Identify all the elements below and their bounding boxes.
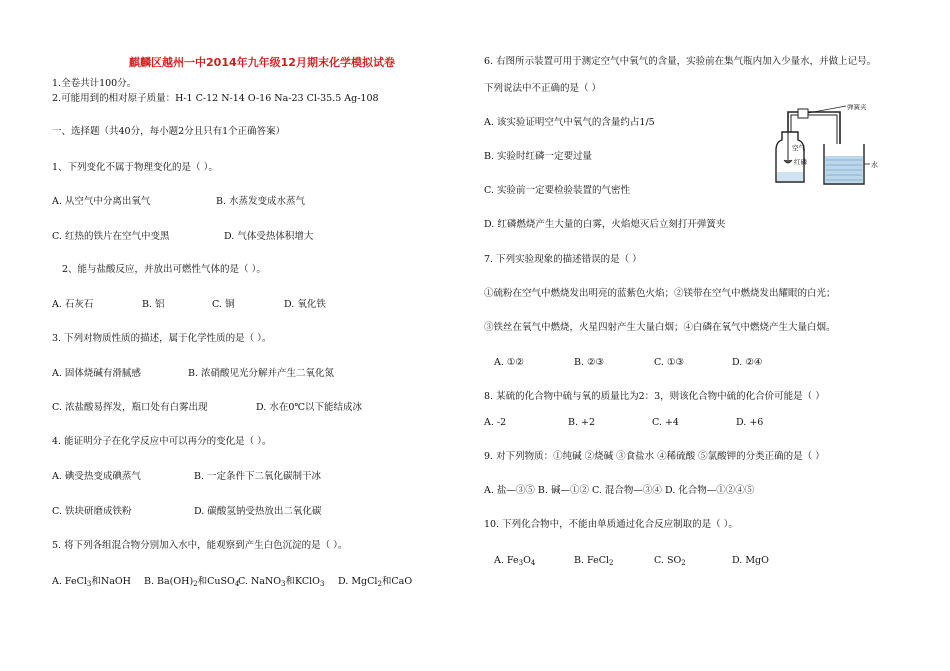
intro-line-2: 2.可能用到的相对原子质量：H-1 C-12 N-14 O-16 Na-23 Cl-35.5 Ag-108 (52, 93, 379, 104)
q4-stem: 4. 能证明分子在化学反应中可以再分的变化是（ ）。 (52, 436, 272, 447)
intro-line-1: 1.全卷共计100分。 (52, 78, 137, 89)
q6-option-a: A. 该实验证明空气中氧气的含量约占1/5 (484, 117, 655, 128)
q1-option-d: D. 气体受热体积增大 (224, 231, 314, 242)
q7-statement-2: ③铁丝在氧气中燃烧，火星四射产生大量白烟；④白磷在氧气中燃烧产生大量白烟。 (484, 322, 836, 333)
q7-option-b: B. ②③ (574, 357, 605, 368)
q8-stem: 8. 某硫的化合物中硫与氧的质量比为2：3，则该化合物中硫的化合价可能是（ ） (484, 391, 825, 402)
q7-option-d: D. ②④ (732, 357, 763, 368)
q4-option-d: D. 碳酸氢钠受热放出二氧化碳 (194, 506, 322, 517)
q4-option-b: B. 一定条件下二氧化碳制干冰 (194, 471, 322, 482)
q10-option-d: D. MgO (732, 555, 769, 566)
q7-stem: 7. 下列实验现象的描述错误的是（ ） (484, 254, 642, 265)
q3-option-b: B. 浓硝酸见光分解并产生二氧化氮 (188, 368, 335, 379)
oxygen-apparatus-figure (768, 104, 884, 188)
section-heading: 一、选择题（共40分，每小题2分且只有1个正确答案） (52, 126, 286, 137)
q5-option-c: C. NaNO$_3$和KClO$_3$ (238, 576, 325, 588)
q1-option-c: C. 红热的铁片在空气中变黑 (52, 231, 170, 242)
q2-stem: 2、能与盐酸反应，并放出可燃性气体的是（ ）。 (62, 264, 266, 275)
q5-option-b: B. $Ba(OH)_2$和CuSO$_4$ (144, 576, 240, 588)
label-water: 水 (871, 161, 878, 169)
q6-option-d: D. 红磷燃烧产生大量的白雾，火焰熄灭后立刻打开弹簧夹 (484, 219, 726, 230)
q3-stem: 3. 下列对物质性质的描述，属于化学性质的是（ ）。 (52, 333, 272, 344)
q2-option-c: C. 铜 (212, 299, 235, 310)
q6-stem-line-1: 6. 右图所示装置可用于测定空气中氧气的含量，实验前在集气瓶内加入少量水，并做上记号。 (484, 56, 877, 67)
q10-option-b: B. FeCl$_2$ (574, 555, 614, 567)
q8-option-b: B. +2 (568, 417, 596, 428)
q10-option-a: A. $Fe_3O_4$ (494, 555, 536, 567)
q3-option-c: C. 浓盐酸易挥发，瓶口处有白雾出现 (52, 402, 208, 413)
q4-option-a: A. 碘受热变成碘蒸气 (52, 471, 141, 482)
q5-option-a: A. FeCl$_3$和NaOH (52, 576, 131, 588)
q8-option-d: D. +6 (736, 417, 764, 428)
q3-option-a: A. 固体烧碱有滑腻感 (52, 368, 141, 379)
label-spring-clip: 弹簧夹 (847, 104, 867, 111)
label-red-phosphorus: 红磷 (794, 158, 807, 166)
q10-stem: 10. 下列化合物中，不能由单质通过化合反应制取的是（ ）。 (484, 519, 738, 530)
exam-title: 麒麟区越州一中2014年九年级12月期末化学模拟试卷 (129, 56, 395, 69)
q10-option-c: C. $SO_2$ (654, 555, 686, 567)
q6-option-c: C. 实验前一定要检验装置的气密性 (484, 185, 630, 196)
q9-options: A. 盐—③⑤ B. 碱—①② C. 混合物—③④ D. 化合物—①②④⑤ (484, 485, 755, 496)
q2-option-d: D. 氧化铁 (284, 299, 326, 310)
spring-clip-icon (798, 109, 808, 118)
q2-option-b: B. 铝 (142, 299, 165, 310)
q7-option-c: C. ①③ (654, 357, 685, 368)
q1-stem: 1、下列变化不属于物理变化的是（ ）。 (52, 162, 218, 173)
q6-stem-line-2: 下列说法中不正确的是（ ） (484, 83, 602, 94)
q8-option-c: C. +4 (652, 417, 679, 428)
q2-option-a: A. 石灰石 (52, 299, 94, 310)
q5-stem: 5. 将下列各组混合物分别加入水中，能观察到产生白色沉淀的是（ ）。 (52, 540, 348, 551)
q9-stem: 9. 对下列物质：①纯碱 ②烧碱 ③食盐水 ④稀硫酸 ⑤氯酸钾的分类正确的是（ ） (484, 451, 825, 462)
q4-option-c: C. 铁块研磨成铁粉 (52, 506, 132, 517)
q1-option-a: A. 从空气中分离出氧气 (52, 196, 151, 207)
label-air: 空气 (792, 144, 805, 152)
q6-option-b: B. 实验时红磷一定要过量 (484, 151, 593, 162)
q7-statement-1: ①硫粉在空气中燃烧发出明亮的蓝紫色火焰；②镁带在空气中燃烧发出耀眼的白光； (484, 288, 836, 299)
q8-option-a: A. -2 (484, 417, 507, 428)
q1-option-b: B. 水蒸发变成水蒸气 (216, 196, 306, 207)
q5-option-d: D. MgCl$_2$和CaO (338, 576, 413, 588)
q3-option-d: D. 水在0℃以下能结成冰 (256, 402, 362, 413)
q7-option-a: A. ①② (494, 357, 524, 368)
